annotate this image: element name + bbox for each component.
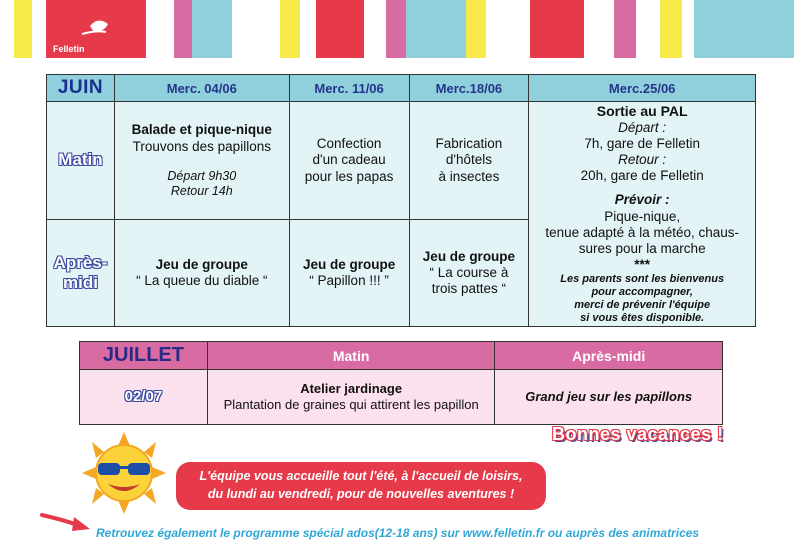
activity-line: d'un cadeau: [312, 152, 386, 168]
stripe-yellow: [280, 0, 300, 58]
activity-title: Atelier jardinage: [300, 380, 403, 396]
row-label-afternoon: [47, 220, 115, 327]
activity-subtitle: Trouvons des papillons: [132, 138, 271, 154]
stripe-white: [146, 0, 174, 58]
pal-title: Sortie au PAL: [596, 102, 688, 119]
activity-subtitle: “ La course à: [429, 264, 509, 280]
activity-line: à insectes: [438, 168, 500, 184]
stripe-red: [530, 0, 584, 58]
activity-subtitle: Plantation de graines qui attirent les papillon: [223, 397, 479, 412]
activity-title: Jeu de groupe: [302, 256, 396, 272]
info-line: L'équipe vous accueille tout l'été, à l'accueil de loisirs,: [199, 469, 523, 483]
pal-note-line: pour accompagner,: [591, 286, 693, 299]
june-morning-cell-3: [409, 102, 529, 220]
stripe-white: [300, 0, 316, 58]
june-pal-cell: [529, 102, 756, 327]
pal-note-line: Les parents sont les bienvenus: [560, 273, 725, 286]
pal-prevoir-line: Pique-nique,: [604, 208, 681, 224]
stripe-pink: [614, 0, 636, 58]
stripe-pink: [386, 0, 406, 58]
activity-line: Fabrication: [435, 136, 503, 152]
activity-subtitle: “ Papillon !!! ”: [309, 273, 389, 288]
pal-note-line: merci de prévenir l'équipe: [574, 299, 711, 312]
stripe-cyan: [694, 0, 794, 58]
stripe-pink: [174, 0, 192, 58]
june-morning-cell-1: [114, 102, 289, 220]
row-label-afternoon-line: Après-: [53, 252, 108, 272]
sun-with-sunglasses-icon: [74, 432, 174, 514]
stripe-white: [682, 0, 694, 58]
july-schedule-table: [79, 341, 723, 425]
activity-line: Confection: [316, 136, 382, 152]
info-line: du lundi au vendredi, pour de nouvelles aventures !: [207, 486, 515, 501]
july-morning-cell: [207, 370, 494, 425]
june-col-3: Merc.18/06: [409, 75, 529, 102]
stripe-white: [232, 0, 280, 58]
activity-line: pour les papas: [304, 168, 394, 184]
june-morning-cell-2: [289, 102, 409, 220]
red-arrow-icon: [40, 509, 92, 533]
stripe-white: [584, 0, 614, 58]
activity-title: Balade et pique-nique: [131, 122, 272, 138]
pal-prevoir-line: tenue adapté à la météo, chaus-: [545, 224, 739, 240]
pal-prevoir-label: Prévoir :: [614, 192, 670, 208]
pal-stars: ***: [634, 257, 651, 273]
june-col-1: Merc. 04/06: [114, 75, 289, 102]
june-afternoon-cell-1: [114, 220, 289, 327]
stripe-yellow: [466, 0, 486, 58]
departure-time: Départ 9h30: [167, 168, 237, 183]
activity-subtitle: “ La queue du diable “: [136, 273, 268, 288]
stripe-yellow: [660, 0, 682, 58]
june-schedule-table: [46, 74, 756, 327]
june-afternoon-cell-3: [409, 220, 529, 327]
stripe-cyan: [192, 0, 232, 58]
felletin-logo: [46, 0, 126, 58]
pal-note-line: si vous êtes disponible.: [580, 312, 705, 325]
logo-text: Felletin: [53, 44, 85, 54]
june-month-label: JUIN: [47, 75, 115, 102]
pal-retour-value: 20h, gare de Felletin: [580, 168, 704, 184]
pal-retour-label: Retour :: [618, 151, 667, 167]
stripe-yellow: [14, 0, 32, 58]
stripe-white: [364, 0, 386, 58]
activity-subtitle: trois pattes “: [431, 281, 507, 297]
return-time: Retour 14h: [170, 183, 233, 198]
july-col-afternoon: Après-midi: [495, 342, 723, 370]
july-col-morning: Matin: [207, 342, 494, 370]
stripe-red: [316, 0, 364, 58]
activity-line: d'hôtels: [445, 152, 492, 168]
bonnes-vacances-banner: Bonnes vacances !: [552, 424, 724, 444]
pal-depart-label: Départ :: [618, 119, 667, 135]
row-label-afternoon-line: midi: [63, 273, 98, 292]
pal-prevoir-line: sures pour la marche: [578, 240, 706, 256]
row-label-morning: Matin: [47, 102, 115, 220]
stripe-white: [486, 0, 530, 58]
activity-title: Jeu de groupe: [422, 248, 516, 264]
stripe-cyan: [406, 0, 466, 58]
june-col-2: Merc. 11/06: [289, 75, 409, 102]
stripe-white: [636, 0, 660, 58]
info-bubble: [176, 462, 546, 510]
july-afternoon-cell: Grand jeu sur les papillons: [495, 370, 723, 425]
pal-depart-value: 7h, gare de Felletin: [584, 135, 700, 151]
june-col-4: Merc.25/06: [529, 75, 756, 102]
july-date: 02/07: [80, 370, 208, 425]
activity-title: Jeu de groupe: [155, 256, 248, 272]
stripe-red: [126, 0, 146, 58]
june-afternoon-cell-2: [289, 220, 409, 327]
july-month-label: JUILLET: [80, 342, 208, 370]
footer-note: Retrouvez également le programme spécial ados(12-18 ans) sur www.felletin.fr ou auprès des animatrices: [96, 526, 700, 540]
